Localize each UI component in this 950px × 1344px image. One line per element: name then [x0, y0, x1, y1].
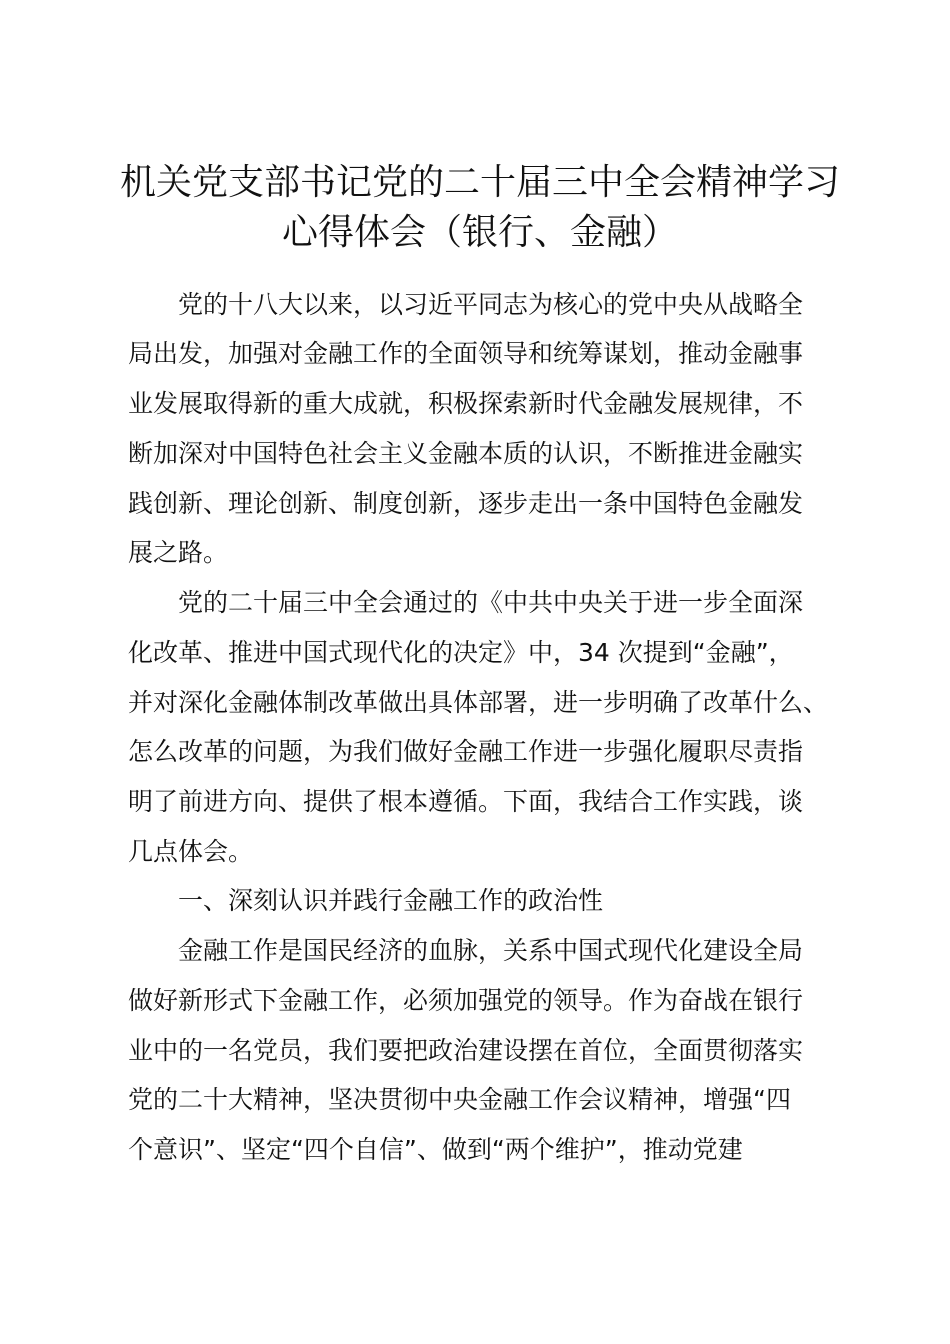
title-line-2: 心得体会（银行、金融） — [281, 212, 678, 253]
document-title — [100, 158, 860, 258]
paragraph-line: 断加深对中国特色社会主义金融本质的认识，不断推进金融实 — [128, 439, 804, 468]
paragraph-line: 业发展取得新的重大成就，积极探索新时代金融发展规律，不 — [128, 389, 804, 418]
title-line-1: 机关党支部书记党的二十届三中全会精神学习 — [119, 162, 840, 203]
paragraph-line: 并对深化金融体制改革做出具体部署，进一步明确了改革什么、 — [128, 688, 829, 717]
paragraph-line: 党的二十届三中全会通过的《中共中央关于进一步全面深 — [178, 588, 804, 617]
paragraph-line: 局出发，加强对金融工作的全面领导和统筹谋划，推动金融事 — [128, 339, 804, 368]
paragraph-line: 展之路。 — [128, 538, 229, 567]
paragraph-line: 明了前进方向、提供了根本遵循。下面，我结合工作实践，谈 — [128, 787, 804, 816]
paragraph-line: 金融工作是国民经济的血脉，关系中国式现代化建设全局 — [178, 936, 804, 965]
paragraph-line: 践创新、理论创新、制度创新，逐步走出一条中国特色金融发 — [128, 489, 804, 518]
paragraph-line: 业中的一名党员，我们要把政治建设摆在首位，全面贯彻落实 — [128, 1036, 804, 1065]
paragraph-line: 党的二十大精神，坚决贯彻中央金融工作会议精神，增强“四 — [128, 1085, 791, 1114]
paragraph-line: 化改革、推进中国式现代化的决定》中，34 次提到“金融”， — [128, 638, 794, 667]
paragraph-line: 个意识”、坚定“四个自信”、做到“两个维护”，推动党建 — [128, 1135, 743, 1164]
paragraph-line: 几点体会。 — [128, 837, 254, 866]
paragraph-line: 做好新形式下金融工作，必须加强党的领导。作为奋战在银行 — [128, 986, 804, 1015]
paragraph-line: 怎么改革的问题，为我们做好金融工作进一步强化履职尽责指 — [128, 737, 804, 766]
section-heading: 一、深刻认识并践行金融工作的政治性 — [178, 886, 604, 915]
paragraph-line: 党的十八大以来，以习近平同志为核心的党中央从战略全 — [178, 290, 804, 319]
